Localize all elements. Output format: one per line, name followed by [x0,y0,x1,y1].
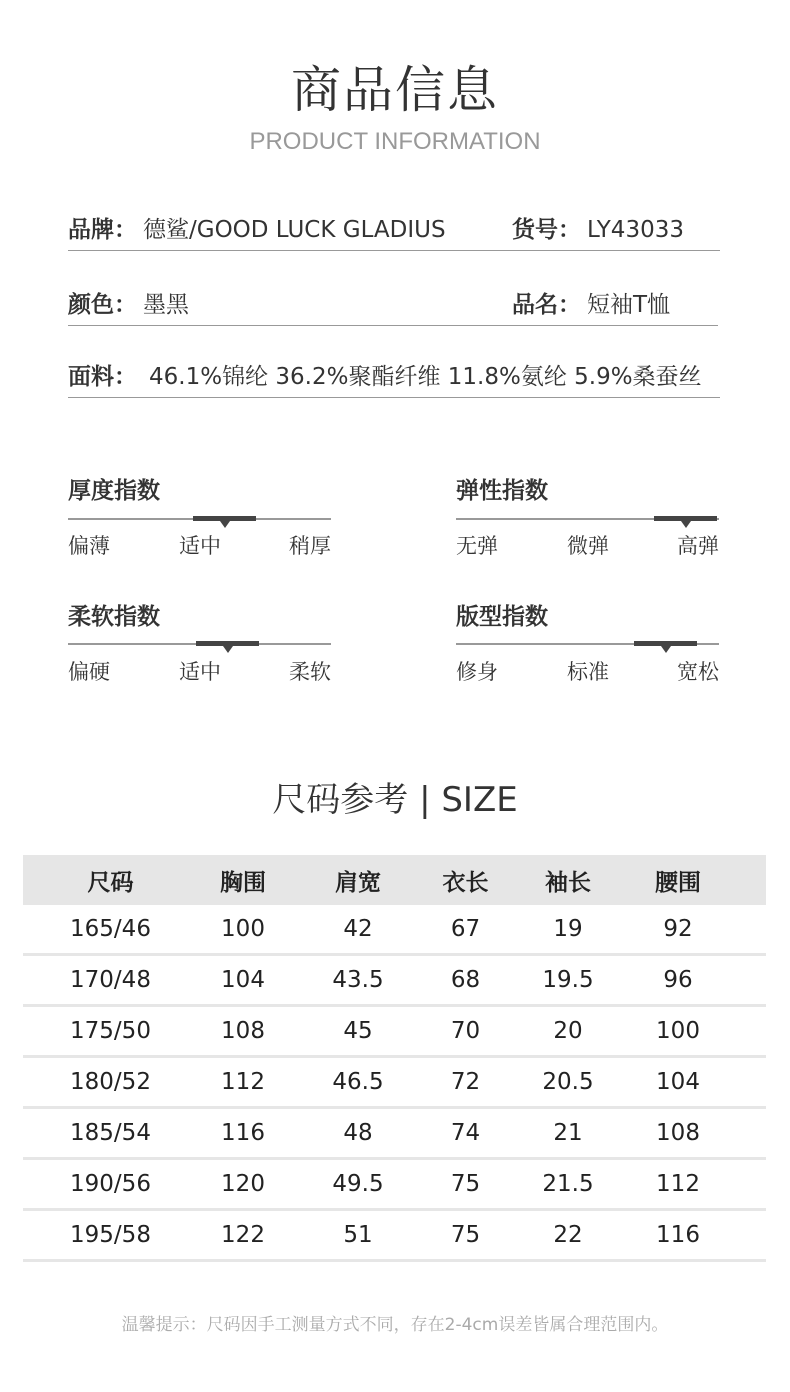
table-cell: 75 [450,1222,481,1248]
softness-label-high: 柔软 [289,660,331,684]
sku-label: 货号： [512,217,581,243]
brand-label: 品牌： [68,217,137,243]
thickness-index-marker [193,516,256,521]
table-cell: 175/50 [70,1018,151,1044]
thickness-index-title: 厚度指数 [68,478,160,504]
softness-index-marker [196,641,259,646]
table-cell: 104 [656,1069,700,1095]
table-cell: 22 [553,1222,583,1248]
elasticity-label-mid: 微弹 [567,534,609,558]
header-waist: 腰围 [655,869,701,896]
header-size: 尺码 [87,869,134,896]
table-cell: 45 [343,1018,373,1044]
table-cell: 112 [221,1069,265,1095]
table-cell: 190/56 [70,1171,151,1197]
fit-label-high: 宽松 [677,660,719,684]
fit-label-low: 修身 [456,660,498,684]
name-value: 短袖T恤 [587,292,671,318]
header-sleeve: 袖长 [545,869,591,896]
softness-label-low: 偏硬 [68,660,110,684]
softness-label-mid: 适中 [179,660,221,684]
table-row [23,1160,766,1211]
header-shoulder: 肩宽 [335,869,381,896]
thickness-label-mid: 适中 [179,534,221,558]
elasticity-index-track [456,518,719,520]
table-cell: 116 [656,1222,700,1248]
elasticity-label-low: 无弹 [456,534,498,558]
table-cell: 100 [221,916,265,942]
table-cell: 108 [221,1018,265,1044]
table-cell: 51 [343,1222,373,1248]
fabric-row [68,357,720,398]
fit-index-marker [634,641,697,646]
header-length: 衣长 [442,869,489,896]
table-cell: 42 [343,916,373,942]
name-label: 品名： [512,292,581,318]
table-row [23,1109,766,1160]
table-cell: 185/54 [70,1120,151,1146]
table-row [23,956,766,1007]
fit-index-track [456,643,719,645]
header-chest: 胸围 [220,869,266,896]
size-table [23,855,766,1262]
sku-row [68,210,720,251]
fit-index-title: 版型指数 [456,604,548,630]
softness-index-track [68,643,331,645]
table-cell: 19.5 [542,967,594,993]
elasticity-index-marker [654,516,717,521]
sku-value: LY43033 [587,217,684,243]
table-cell: 165/46 [70,916,151,942]
fit-label-mid: 标准 [567,660,609,684]
table-cell: 48 [343,1120,373,1146]
thickness-index-track [68,518,331,520]
size-table-header [23,855,766,905]
page-title: 商品信息 [291,61,499,119]
page-subtitle: PRODUCT INFORMATION [249,128,541,155]
table-cell: 49.5 [332,1171,384,1197]
table-cell: 21 [553,1120,583,1146]
table-row [23,1211,766,1262]
table-row [23,1058,766,1109]
table-cell: 170/48 [70,967,151,993]
table-cell: 70 [450,1018,481,1044]
table-cell: 46.5 [332,1069,384,1095]
table-cell: 21.5 [542,1171,594,1197]
table-row [23,1007,766,1058]
table-cell: 72 [450,1069,481,1095]
color-label: 颜色： [68,292,137,318]
table-cell: 180/52 [70,1069,151,1095]
table-cell: 122 [221,1222,265,1248]
size-section-title: 尺码参考 | SIZE [272,780,518,820]
color-row [68,285,718,326]
table-cell: 104 [221,967,265,993]
table-cell: 19 [553,916,583,942]
thickness-label-low: 偏薄 [68,534,110,558]
table-row [23,905,766,956]
elasticity-label-high: 高弹 [677,534,719,558]
table-cell: 74 [450,1120,481,1146]
brand-value: 德鲨/GOOD LUCK GLADIUS [143,217,446,243]
size-note: 温馨提示：尺码因手工测量方式不同，存在2-4cm误差皆属合理范围内。 [121,1315,669,1335]
table-cell: 92 [663,916,693,942]
fabric-value: 46.1%锦纶 36.2%聚酯纤维 11.8%氨纶 5.9%桑蚕丝 [149,364,702,390]
thickness-label-high: 稍厚 [289,534,331,558]
table-cell: 100 [656,1018,700,1044]
table-cell: 43.5 [332,967,384,993]
table-cell: 108 [656,1120,700,1146]
elasticity-index-title: 弹性指数 [456,478,548,504]
table-cell: 75 [450,1171,481,1197]
color-value: 墨黑 [143,292,189,318]
table-cell: 67 [450,916,481,942]
table-cell: 68 [450,967,481,993]
table-cell: 120 [221,1171,265,1197]
fabric-label: 面料： [68,364,137,390]
table-cell: 96 [663,967,693,993]
table-cell: 116 [221,1120,265,1146]
table-cell: 112 [656,1171,700,1197]
softness-index-title: 柔软指数 [68,604,160,630]
table-cell: 20 [553,1018,583,1044]
table-cell: 20.5 [542,1069,594,1095]
table-cell: 195/58 [70,1222,151,1248]
